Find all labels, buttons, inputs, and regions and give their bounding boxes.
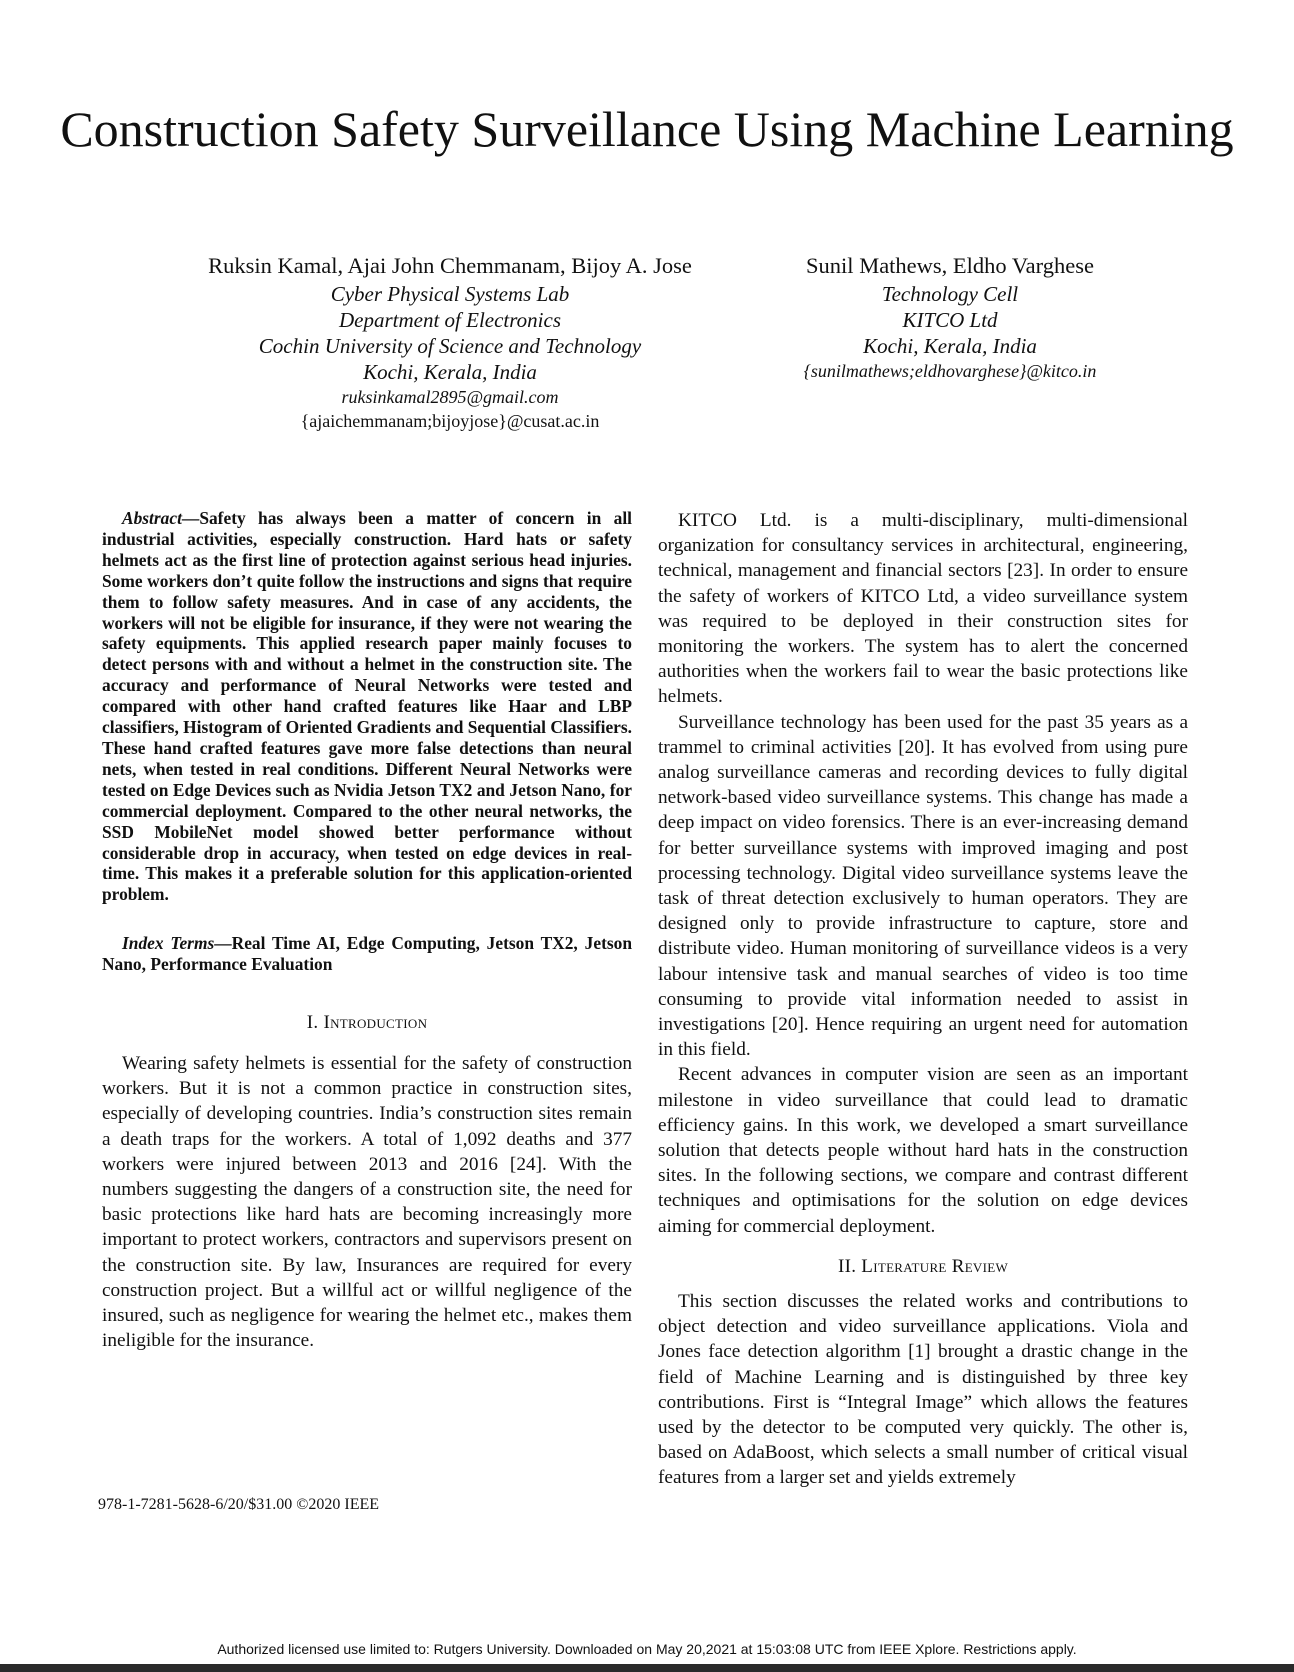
affiliation-university: Cochin University of Science and Technology [258,334,642,358]
left-column [102,508,632,1353]
paragraph: KITCO Ltd. is a multi-disciplinary, multi-dimensional organization for consultancy services in architectural, engineering, technical, management and financial sectors [23]. In order to ensure the safety of workers of KITCO Ltd, a video surveillance system was required to be deployed in their construction sites for monitoring the workers. The system has to alert the concerned authorities when the workers fail to wear the basic protections like helmets. [658,510,1188,708]
author-email: ruksinkamal2895@gmail.com [341,387,559,407]
isbn-copyright: 978-1-7281-5628-6/20/$31.00 ©2020 IEEE [98,1496,380,1513]
affiliation-lab: Cyber Physical Systems Lab [330,282,570,306]
author-names: Ruksin Kamal, Ajai John Chemmanam, Bijoy A. Jose [208,253,692,278]
abstract-text: —Safety has always been a matter of concern in all industrial activities, especially construction. Hard hats or safety helmets act as the first line of protection against serious head injuries. Some workers don’t quite follow the instructions and signs that require them to follow safety measures. And in case of any accidents, the workers will not be eligible for insurance, if they were not wearing the safety equipments. This applied research paper mainly focuses to detect persons with and without a helmet in the construction site. The accuracy and performance of Neural Networks were tested and compared with other hand crafted features like Haar and LBP classifiers, Histogram of Oriented Gradients and Sequential Classifiers. These hand crafted features gave more false detections than neural nets, when tested in real conditions. Different Neural Networks were tested on Edge Devices such as Nvidia Jetson TX2 and Jetson Nano, for commercial deployment. Compared to the other neural networks, the SSD MobileNet model showed better performance without considerable drop in accuracy, when tested on edge devices in real-time. This makes it a preferable solution for this application-oriented problem. [102,508,632,905]
affiliation-location: Kochi, Kerala, India [863,334,1037,358]
paragraph: This section discusses the related works and contributions to object detection and video surveillance applications. Viola and Jones face detection algorithm [1] brought a drastic change in the field of Machine Learning and is distinguished by three key contributions. First is “Integral Image” which allows the features used by the detector to be computed very quickly. The other is, based on AdaBoost, which selects a small number of critical visual features from a larger set and yields extremely [658,1290,1188,1489]
index-terms [102,933,632,975]
author-block-kitco [760,252,1140,383]
author-block-cusat [170,252,730,433]
section-heading-introduction: I. Introduction [306,1012,428,1034]
affiliation-department: Department of Electronics [338,308,561,332]
section-heading-literature-review: II. Literature Review [837,1255,1009,1277]
paper-title: Construction Safety Surveillance Using Machine Learning [60,101,1234,157]
page-bottom-border [0,1664,1294,1672]
paragraph: Surveillance technology has been used for the past 35 years as a trammel to criminal activities [20]. It has evolved from using pure analog surveillance cameras and recording devices to fully digital network-based video surveillance systems. This change has made a deep impact on video forensics. There is an ever-increasing demand for better surveillance systems with improved imaging and post processing technology. Digital video surveillance systems leave the task of threat detection exclusively to human operators. They are designed only to provide infrastructure to capture, store and distribute video. Human monitoring of surveillance videos is a very labour intensive task and manual searches of video is too time consuming to provide vital information needed to assist in investigations [20]. Hence requiring an urgent need for automation in this field. [658,711,1188,1061]
license-notice: Authorized licensed use limited to: Rutgers University. Downloaded on May 20,2021 at 15:03:08 UTC from IEEE Xplore. Restrictions apply. [217,1641,1077,1657]
affiliation-company: KITCO Ltd [902,308,998,332]
index-terms-label: Index Terms [122,933,215,954]
abstract [102,508,632,905]
paragraph: Wearing safety helmets is essential for the safety of construction workers. But it is not a common practice in construction sites, especially of developing countries. India’s construction sites remain a death traps for the workers. A total of 1,092 deaths and 377 workers were injured between 2013 and 2016 [24]. With the numbers suggesting the dangers of a construction site, the need for basic protections like hard hats are becoming increasingly more important to protect workers, contractors and supervisors present on the construction site. By law, Insurances are required for every construction project. But a willful act or willful negligence of the insured, such as negligence for wearing the helmet etc., makes them ineligible for the insurance. [102,1053,632,1352]
affiliation-cell: Technology Cell [881,282,1019,306]
abstract-label: Abstract [122,508,182,528]
author-email: {ajaichemmanam;bijoyjose}@cusat.ac.in [300,411,600,431]
index-terms-text: —Real Time AI, Edge Computing, Jetson TX2, Jetson Nano, Performance Evaluation [102,933,632,975]
right-column [658,508,1188,1491]
affiliation-location: Kochi, Kerala, India [363,360,537,384]
author-names: Sunil Mathews, Eldho Varghese [806,253,1094,278]
author-email: {sunilmathews;eldhovarghese}@kitco.in [803,361,1097,381]
paragraph: Recent advances in computer vision are seen as an important milestone in video surveillance that could lead to dramatic efficiency gains. In this work, we developed a smart surveillance solution that detects people without hard hats in the construction sites. In the following sections, we compare and contrast different techniques and optimisations for the solution on edge devices aiming for commercial deployment. [658,1064,1188,1237]
